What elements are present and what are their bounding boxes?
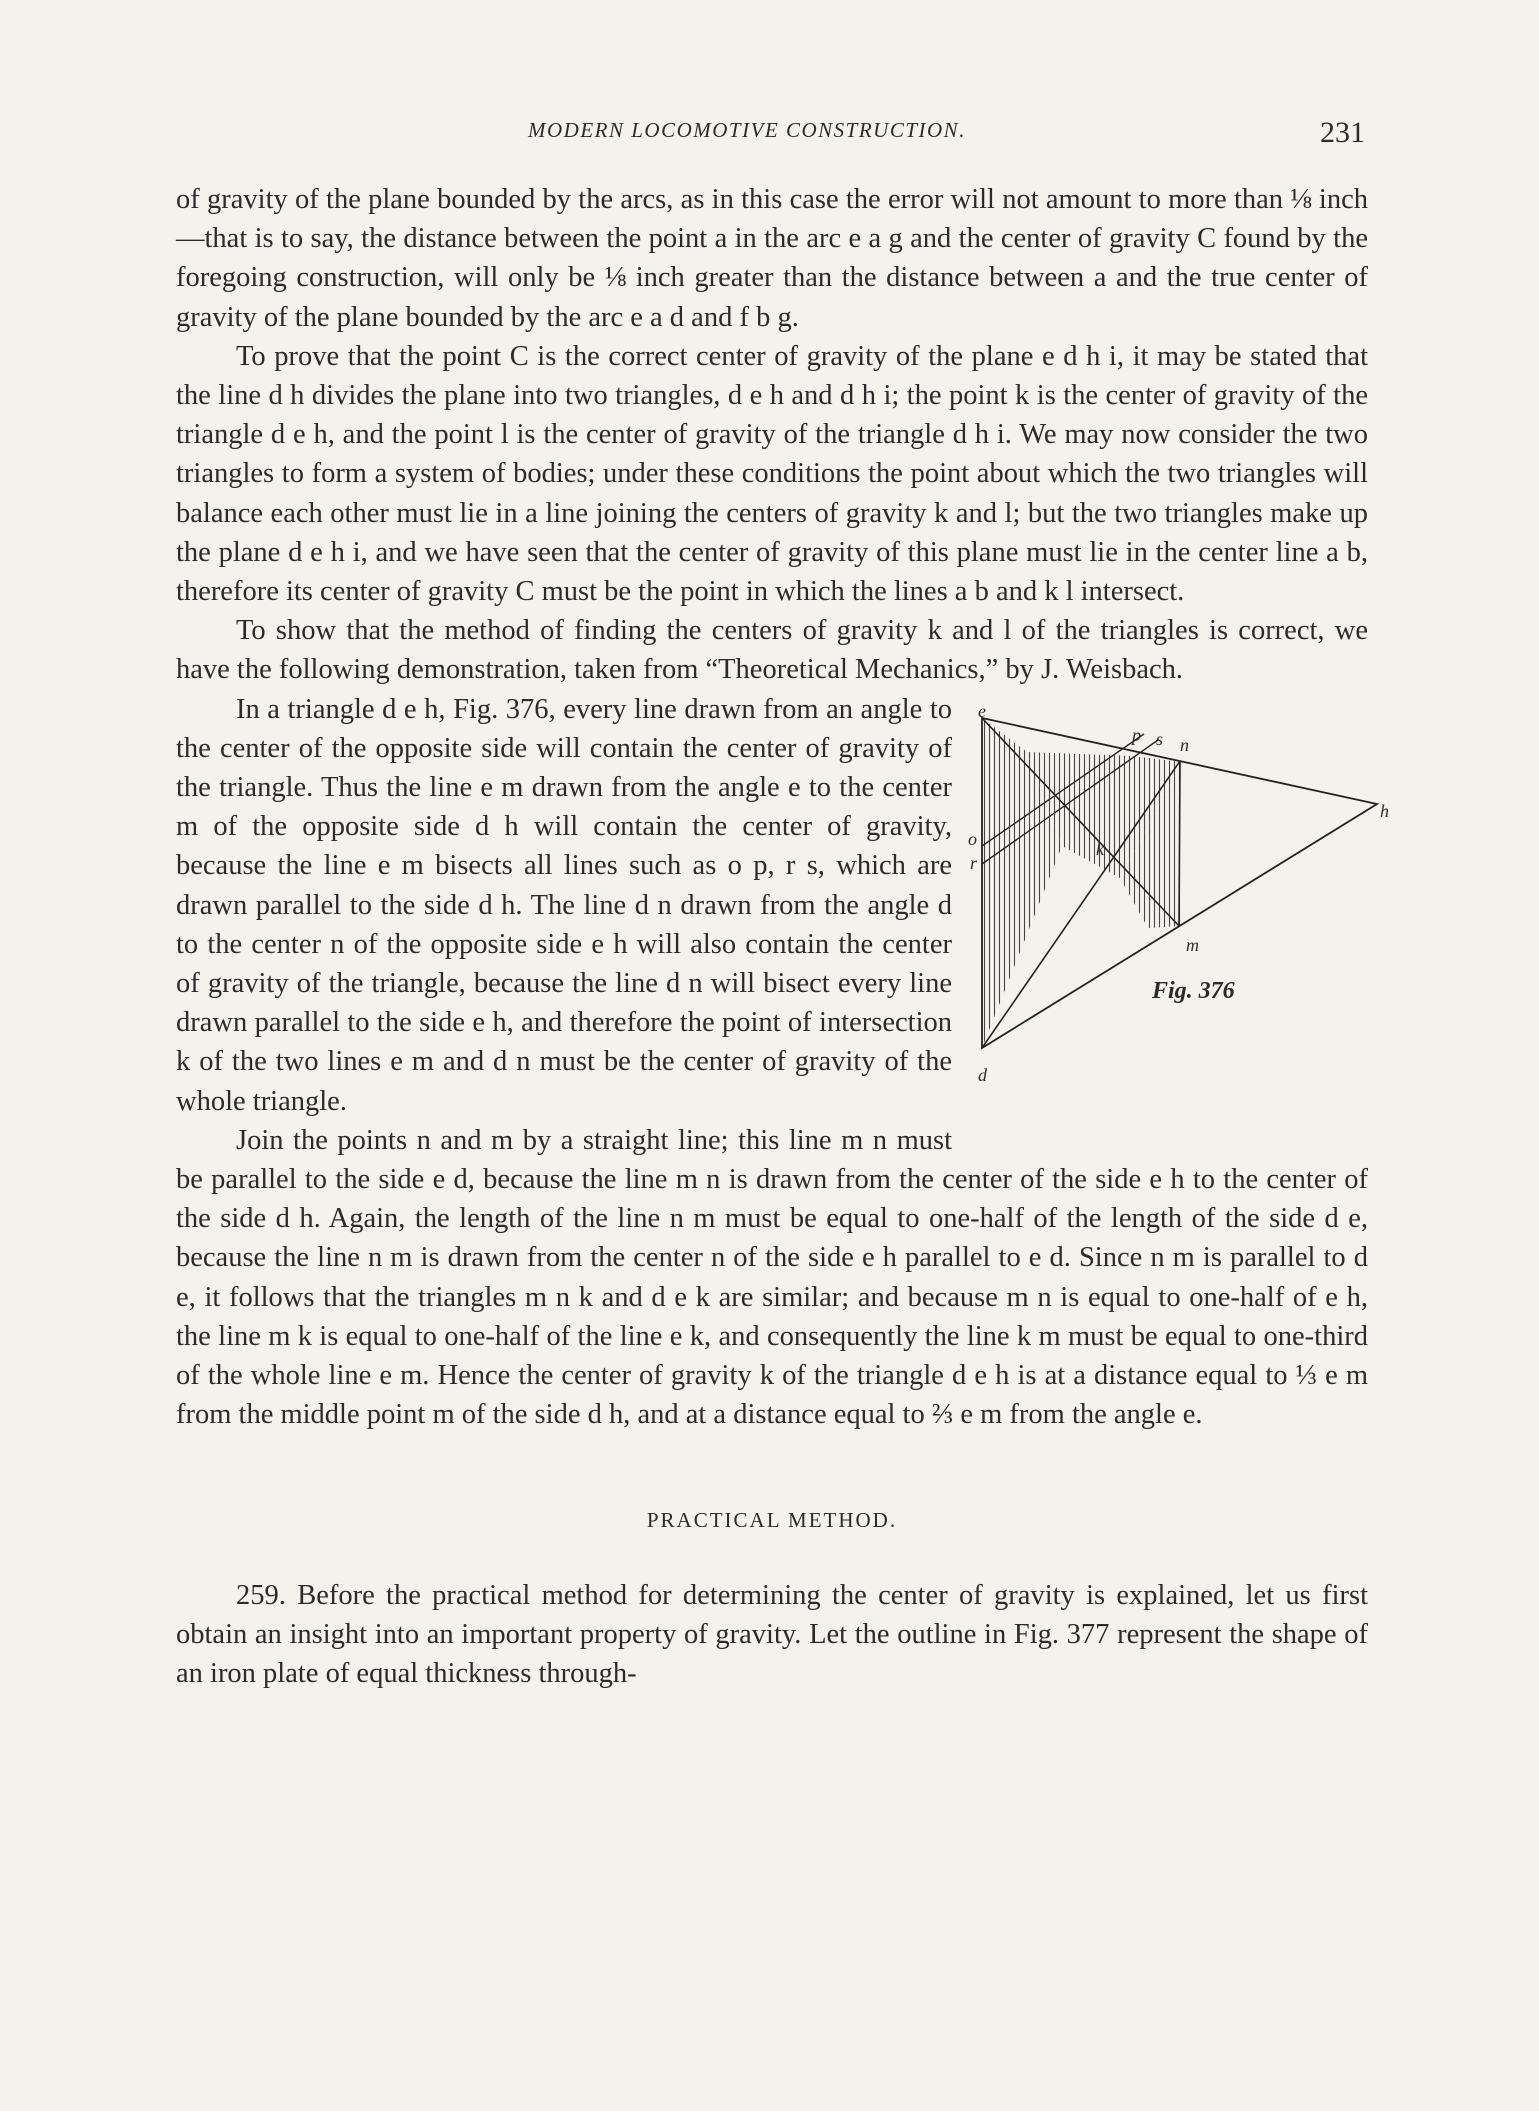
label-r: r [970,852,978,873]
paragraph-4: In a triangle d e h, Fig. 376, every line drawn from an angle to the center of the opposite side will contain the center of gravity of the triangle. Thus the line e m drawn from the angle e to the center m of the opposite side d h will contain the center of gravity, because the line e m bisects all lines such as o p, r s, which are drawn parallel to the side d h. The line d n drawn from the angle d to the center n of the opposite side e h will also contain the center of gravity of the triangle, because the line d n will bisect every line drawn parallel to the side e h, and therefore the point of intersection k of the two lines e m and d n must be the center of gravity of the whole triangle. [176,693,952,1117]
page-number: 231 [1320,116,1365,149]
section-heading: PRACTICAL METHOD. [646,1507,898,1532]
paragraph-6: 259. Before the practical method for determining the center of gravity is explained, let us first obtain an insight into an important property of gravity. Let the outline in Fig. 377 represent the shape of an iron plate of equal thickness through- [176,1579,1368,1690]
label-o: o [968,828,977,849]
running-title: MODERN LOCOMOTIVE CONSTRUCTION. [528,118,966,142]
label-n: n [1180,734,1189,755]
paragraph-2: To prove that the point C is the correct center of gravity of the plane e d h i, it may be stated that the line d h divides the plane into two triangles, d e h and d h i; the point k is the center of gravity of the triangle d e h, and the point l is the center of gravity of the triangle d h i. We may now consider the two triangles to form a system of bodies; under these conditions the point about which the two triangles will balance each other must lie in a line joining the centers of gravity k and l; but the two triangles make up the plane d e h i, and we have seen that the center of gravity of this plane must lie in the center line a b, therefore its center of gravity C must be the point in which the lines a b and k l intersect. [176,340,1368,608]
label-d: d [978,1064,987,1085]
body-text [176,180,1389,1693]
label-p: p [1132,724,1141,745]
line-n-m [1179,761,1180,926]
label-s: s [1156,728,1164,749]
paragraph-1: of gravity of the plane bounded by the arcs, as in this case the error will not amount to more than ⅛ inch—that is to say, the distance between the point a in the arc e a g and the center of gravity C found by the foregoing construction, will only be ⅛ inch greater than the distance between a and the true center of gravity of the plane bounded by the arc e a d and f b g. [176,184,1368,333]
figure-376 [968,696,1392,1128]
label-h: h [1380,800,1389,821]
label-k: k [1096,838,1104,859]
paragraph-3: To show that the method of finding the centers of gravity k and l of the triangles is correct, we have the following demonstration, taken from “Theoretical Mechanics,” by J. Weisbach. [176,615,1368,686]
figure-caption: Fig. 376 [1152,977,1235,1004]
paragraph-5: Join the points n and m by a straight line; this line m n must be parallel to the side e d, because the line m n is drawn from the center of the side e h to the center of the side d h. Again, the length of the line n m must be equal to one-half of the length of the side d e, because the line n m is drawn from the center n of the side e h parallel to e d. Since n m is parallel to d e, it follows that the triangles m n k and d e k are similar; and because m n is equal to one-half of e h, the line m k is equal to one-half of the line e k, and consequently the line k m must be equal to one-third of the whole line e m. Hence the center of gravity k of the triangle d e h is at a distance equal to ⅓ e m from the middle point m of the side d h, and at a distance equal to ⅔ e m from the angle e. [176,1124,1368,1431]
label-e: e [978,700,986,721]
label-m: m [1186,934,1199,955]
